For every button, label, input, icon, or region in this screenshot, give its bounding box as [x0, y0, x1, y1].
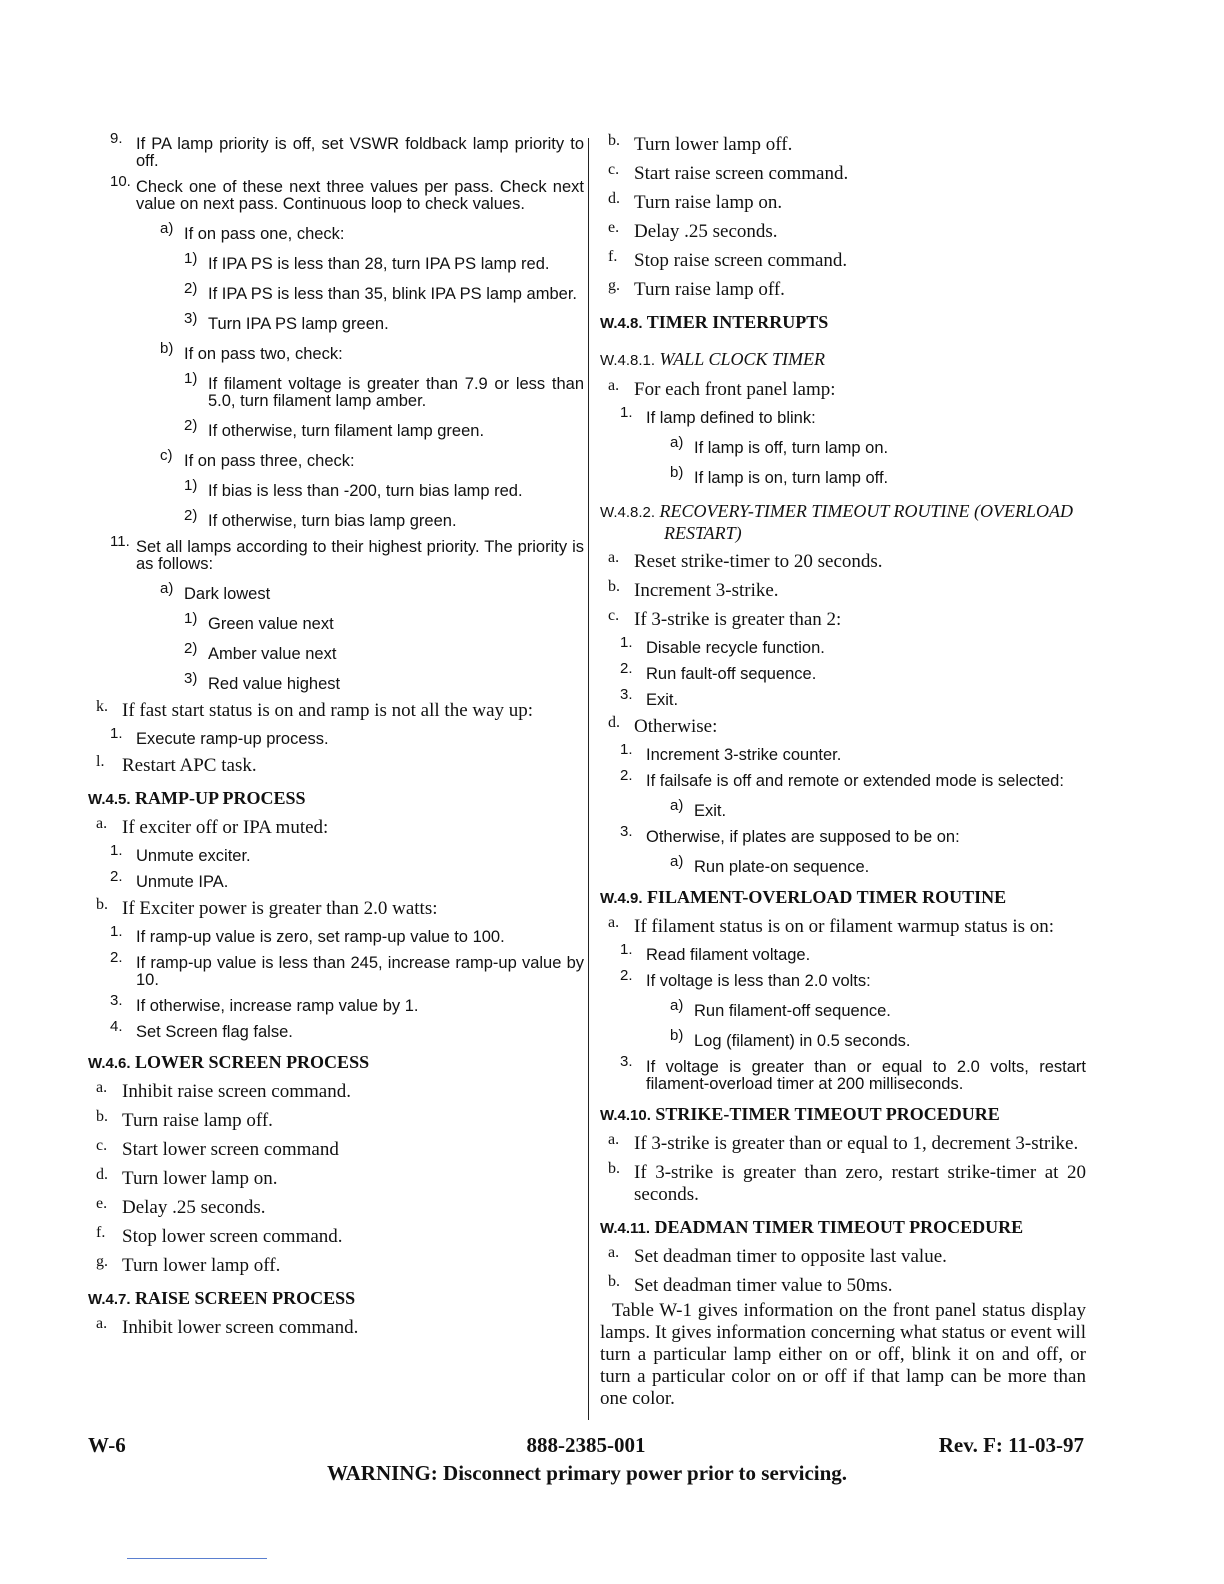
list-item [88, 844, 584, 865]
list-item-label: 11. [110, 533, 130, 550]
list-item-text: If lamp is off, turn lamp on. [694, 439, 889, 457]
list-item-label: c) [160, 447, 173, 464]
list-item-label: 1) [184, 610, 198, 627]
list-item [88, 248, 584, 273]
list-item [88, 1224, 584, 1248]
list-item-text: Turn raise lamp off. [634, 279, 785, 300]
list-item [88, 535, 584, 573]
list-item [88, 368, 584, 410]
list-item [600, 743, 1086, 764]
list-item [600, 969, 1086, 990]
list-item-text: Exit. [694, 802, 727, 820]
list-item-label: d. [608, 190, 620, 207]
list-item-label: 4. [110, 1018, 123, 1035]
list-item-label: b. [608, 1273, 620, 1290]
list-item-text: Inhibit lower screen command. [122, 1317, 359, 1338]
list-item-label: a) [670, 853, 684, 870]
list-item-text: If on pass two, check: [184, 345, 343, 363]
list-item-text: Amber value next [208, 645, 337, 663]
list-item [88, 698, 584, 722]
section-number: W.4.9. [600, 890, 643, 907]
list-item [600, 549, 1086, 573]
list-item-text: If otherwise, increase ramp value by 1. [136, 997, 419, 1015]
list-item-label: 2. [620, 660, 633, 677]
list-item-label: 2) [184, 507, 198, 524]
section-number: W.4.8. [600, 315, 643, 332]
section-heading [88, 787, 584, 811]
list-item [600, 219, 1086, 243]
document-number: 888-2385-001 [526, 1433, 646, 1457]
left-column [88, 132, 584, 1344]
list-item-label: b) [160, 340, 174, 357]
list-item [88, 1137, 584, 1161]
list-item-text: If ramp-up value is less than 245, increase ramp-up value by 10. [136, 954, 584, 989]
list-item-label: a. [96, 815, 108, 832]
list-item [600, 795, 1086, 820]
list-item [600, 851, 1086, 876]
list-item-label: b) [670, 464, 684, 481]
list-item-label: a) [670, 797, 684, 814]
list-item [600, 607, 1086, 631]
list-item-text: If IPA PS is less than 28, turn IPA PS lamp red. [208, 255, 550, 273]
list-item [600, 161, 1086, 185]
list-item-label: e. [608, 219, 620, 236]
list-item-label: 10. [110, 173, 131, 190]
list-item [600, 377, 1086, 401]
list-item-label: c. [608, 161, 620, 178]
list-item [600, 462, 1086, 487]
subsection-number: W.4.8.1. [600, 352, 656, 369]
list-item [88, 727, 584, 748]
list-item-label: e. [96, 1195, 108, 1212]
subsection-title: RECOVERY-TIMER TIMEOUT ROUTINE (OVERLOAD RESTART) [659, 501, 1074, 543]
warning-notice: WARNING: Disconnect primary power prior to servicing. [326, 1461, 848, 1485]
list-item [88, 870, 584, 891]
list-item [88, 218, 584, 243]
list-item-label: 3. [620, 823, 633, 840]
decorative-rule [127, 1558, 267, 1559]
list-item [600, 1131, 1086, 1155]
list-item-label: 3. [110, 992, 123, 1009]
list-item-text: Delay .25 seconds. [122, 1197, 266, 1218]
list-item-label: 1) [184, 370, 198, 387]
list-item-text: Green value next [208, 615, 334, 633]
list-item-text: If IPA PS is less than 35, blink IPA PS lamp amber. [208, 285, 577, 303]
list-item [600, 406, 1086, 427]
list-item-text: Disable recycle function. [646, 639, 825, 657]
list-item [88, 1079, 584, 1103]
list-item-text: Start lower screen command [122, 1139, 339, 1160]
list-item-label: 2. [620, 967, 633, 984]
list-item [600, 1273, 1086, 1297]
list-item [88, 815, 584, 839]
subsection-heading [600, 349, 1086, 371]
list-item-label: 1. [620, 741, 633, 758]
list-item-text: If lamp is on, turn lamp off. [694, 469, 889, 487]
list-item [88, 1195, 584, 1219]
list-item-label: k. [96, 698, 108, 715]
list-item [600, 769, 1086, 790]
section-title: STRIKE-TIMER TIMEOUT PROCEDURE [655, 1104, 1000, 1124]
list-item-label: g. [96, 1253, 108, 1270]
list-item-label: 3. [620, 1053, 633, 1070]
list-item [600, 714, 1086, 738]
list-item-label: a. [96, 1315, 108, 1332]
list-item-text: If filament status is on or filament warmup status is on: [634, 916, 1055, 937]
list-item-label: 2) [184, 280, 198, 297]
list-item [600, 1244, 1086, 1268]
list-item-label: l. [96, 753, 105, 770]
list-item-text: Stop lower screen command. [122, 1226, 343, 1247]
list-item [88, 175, 584, 213]
list-item-label: a. [608, 1244, 620, 1261]
list-item-text: If fast start status is on and ramp is not all the way up: [122, 700, 534, 721]
section-title: DEADMAN TIMER TIMEOUT PROCEDURE [654, 1217, 1024, 1237]
list-item-text: Turn lower lamp off. [122, 1255, 281, 1276]
list-item [600, 914, 1086, 938]
list-item-label: d. [96, 1166, 108, 1183]
list-item-text: If Exciter power is greater than 2.0 watts: [122, 898, 438, 919]
list-item-label: c. [608, 607, 620, 624]
list-item [600, 132, 1086, 156]
list-item-text: Execute ramp-up process. [136, 730, 329, 748]
list-item-label: 3. [620, 686, 633, 703]
list-item-label: b) [670, 1027, 684, 1044]
list-item-text: If 3-strike is greater than zero, restart strike-timer at 20 seconds. [634, 1162, 1086, 1205]
list-item-text: If failsafe is off and remote or extended mode is selected: [646, 772, 1064, 790]
list-item [600, 578, 1086, 602]
body-paragraph: Table W-1 gives information on the front panel status display lamps. It gives information concerning what status or event will turn a particular lamp either on or off, blink it on and off, or turn a particular color on or off if that lamp can be more than one color. [600, 1300, 1086, 1409]
list-item-label: b. [608, 578, 620, 595]
list-item [600, 1055, 1086, 1093]
list-item-text: Set Screen flag false. [136, 1023, 293, 1041]
list-item-text: Inhibit raise screen command. [122, 1081, 351, 1102]
right-column [600, 132, 1086, 1410]
list-item-label: b. [608, 132, 620, 149]
list-item-label: 1. [110, 923, 123, 940]
list-item-label: a. [96, 1079, 108, 1096]
list-item [88, 415, 584, 440]
list-item [88, 1166, 584, 1190]
list-item-text: Set deadman timer to opposite last value. [634, 1246, 947, 1267]
list-item-text: Run filament-off sequence. [694, 1002, 891, 1020]
list-item [88, 445, 584, 470]
list-item [88, 1253, 584, 1277]
list-item [600, 432, 1086, 457]
list-item [88, 278, 584, 303]
list-item-text: Check one of these next three values per pass. Check next value on next pass. Continuous loop to check values. [136, 178, 584, 213]
list-item [88, 132, 584, 170]
section-heading [600, 311, 1086, 335]
section-heading [600, 886, 1086, 910]
list-item-text: Read filament voltage. [646, 946, 811, 964]
section-number: W.4.5. [88, 791, 131, 808]
list-item-label: b. [96, 896, 108, 913]
list-item-text: If 3-strike is greater than or equal to 1, decrement 3-strike. [634, 1133, 1079, 1154]
list-item-label: c. [96, 1137, 108, 1154]
list-item-label: a) [670, 997, 684, 1014]
list-item [600, 277, 1086, 301]
list-item-text: Reset strike-timer to 20 seconds. [634, 551, 883, 572]
section-number: W.4.11. [600, 1220, 651, 1237]
list-item-label: a. [608, 549, 620, 566]
list-item-label: 2) [184, 417, 198, 434]
list-item [600, 636, 1086, 657]
list-item-text: Otherwise, if plates are supposed to be on: [646, 828, 960, 846]
list-item [88, 308, 584, 333]
list-item-text: Restart APC task. [122, 755, 257, 776]
list-item-label: f. [96, 1224, 106, 1241]
list-item-text: If exciter off or IPA muted: [122, 817, 329, 838]
list-item-label: b. [96, 1108, 108, 1125]
list-item-text: Run plate-on sequence. [694, 858, 870, 876]
list-item-text: If PA lamp priority is off, set VSWR foldback lamp priority to off. [136, 135, 584, 170]
list-item [88, 638, 584, 663]
list-item-text: If voltage is less than 2.0 volts: [646, 972, 871, 990]
list-item-label: 3) [184, 670, 198, 687]
list-item-label: b. [608, 1160, 620, 1177]
list-item-label: 1) [184, 250, 198, 267]
list-item-text: Set deadman timer value to 50ms. [634, 1275, 893, 1296]
list-item-label: 2. [110, 949, 123, 966]
list-item-text: Unmute exciter. [136, 847, 251, 865]
list-item-text: If bias is less than -200, turn bias lamp red. [208, 482, 523, 500]
list-item [88, 505, 584, 530]
list-item-text: Set all lamps according to their highest priority. The priority is as follows: [136, 538, 584, 573]
list-item-label: a) [160, 220, 174, 237]
section-number: W.4.6. [88, 1055, 131, 1072]
section-title: RAISE SCREEN PROCESS [135, 1288, 356, 1308]
list-item-label: g. [608, 277, 620, 294]
list-item [600, 995, 1086, 1020]
list-item-text: Increment 3-strike counter. [646, 746, 842, 764]
subsection-title: WALL CLOCK TIMER [659, 349, 825, 369]
list-item-text: Unmute IPA. [136, 873, 229, 891]
list-item-text: Red value highest [208, 675, 341, 693]
list-item [88, 668, 584, 693]
list-item-label: 9. [110, 130, 123, 147]
list-item-label: d. [608, 714, 620, 731]
page-number: W-6 [88, 1433, 126, 1457]
list-item-text: Turn lower lamp off. [634, 134, 793, 155]
list-item-label: a) [160, 580, 174, 597]
list-item-label: 3) [184, 310, 198, 327]
list-item [88, 925, 584, 946]
list-item [88, 753, 584, 777]
list-item-text: For each front panel lamp: [634, 379, 836, 400]
list-item-text: Turn IPA PS lamp green. [208, 315, 389, 333]
list-item-label: 2. [110, 868, 123, 885]
subsection-number: W.4.8.2. [600, 504, 656, 521]
list-item-label: a) [670, 434, 684, 451]
section-heading [600, 1216, 1086, 1240]
section-title: LOWER SCREEN PROCESS [135, 1052, 370, 1072]
list-item-text: Dark lowest [184, 585, 271, 603]
list-item [88, 475, 584, 500]
list-item [88, 896, 584, 920]
list-item-label: a. [608, 1131, 620, 1148]
list-item-label: a. [608, 377, 620, 394]
list-item-label: 2) [184, 640, 198, 657]
section-number: W.4.7. [88, 1291, 131, 1308]
list-item [600, 688, 1086, 709]
section-heading [88, 1287, 584, 1311]
list-item-text: Stop raise screen command. [634, 250, 848, 271]
list-item-label: a. [608, 914, 620, 931]
list-item [600, 1025, 1086, 1050]
list-item [88, 994, 584, 1015]
list-item [600, 248, 1086, 272]
list-item-text: Start raise screen command. [634, 163, 849, 184]
section-title: FILAMENT-OVERLOAD TIMER ROUTINE [647, 887, 1007, 907]
list-item-text: Otherwise: [634, 716, 718, 737]
list-item-text: Turn raise lamp on. [634, 192, 783, 213]
section-title: RAMP-UP PROCESS [135, 788, 306, 808]
list-item-text: If otherwise, turn bias lamp green. [208, 512, 457, 530]
list-item-text: If ramp-up value is zero, set ramp-up value to 100. [136, 928, 505, 946]
section-title: TIMER INTERRUPTS [646, 312, 829, 332]
list-item-text: If on pass three, check: [184, 452, 355, 470]
list-item [88, 951, 584, 989]
list-item-text: Run fault-off sequence. [646, 665, 817, 683]
list-item-label: 1. [620, 634, 633, 651]
list-item [600, 662, 1086, 683]
section-number: W.4.10. [600, 1107, 651, 1124]
list-item [88, 608, 584, 633]
list-item-text: Turn raise lamp off. [122, 1110, 273, 1131]
list-item-text: If on pass one, check: [184, 225, 345, 243]
list-item-text: If lamp defined to blink: [646, 409, 816, 427]
list-item [600, 825, 1086, 846]
list-item-text: Turn lower lamp on. [122, 1168, 278, 1189]
list-item-label: 1. [620, 404, 633, 421]
list-item-text: Delay .25 seconds. [634, 221, 778, 242]
subsection-heading [600, 501, 1086, 543]
list-item-text: If voltage is greater than or equal to 2.0 volts, restart filament-overload timer at 200 milliseconds. [646, 1058, 1086, 1093]
revision-date: Rev. F: 11-03-97 [938, 1433, 1084, 1457]
list-item [600, 1160, 1086, 1206]
list-item-label: 1. [620, 941, 633, 958]
list-item-text: Increment 3-strike. [634, 580, 779, 601]
list-item [600, 190, 1086, 214]
list-item-text: If 3-strike is greater than 2: [634, 609, 842, 630]
list-item-text: If otherwise, turn filament lamp green. [208, 422, 485, 440]
list-item-label: 2. [620, 767, 633, 784]
list-item-label: 1. [110, 842, 123, 859]
list-item [88, 338, 584, 363]
list-item [88, 1108, 584, 1132]
column-divider [588, 138, 589, 1420]
list-item-label: 1. [110, 725, 123, 742]
list-item-label: 1) [184, 477, 198, 494]
list-item-text: If filament voltage is greater than 7.9 or less than 5.0, turn filament lamp amber. [208, 375, 584, 410]
list-item-text: Log (filament) in 0.5 seconds. [694, 1032, 911, 1050]
list-item [88, 1020, 584, 1041]
list-item [88, 1315, 584, 1339]
section-heading [600, 1103, 1086, 1127]
list-item-label: f. [608, 248, 618, 265]
section-heading [88, 1051, 584, 1075]
list-item-text: Exit. [646, 691, 679, 709]
list-item [600, 943, 1086, 964]
list-item [88, 578, 584, 603]
